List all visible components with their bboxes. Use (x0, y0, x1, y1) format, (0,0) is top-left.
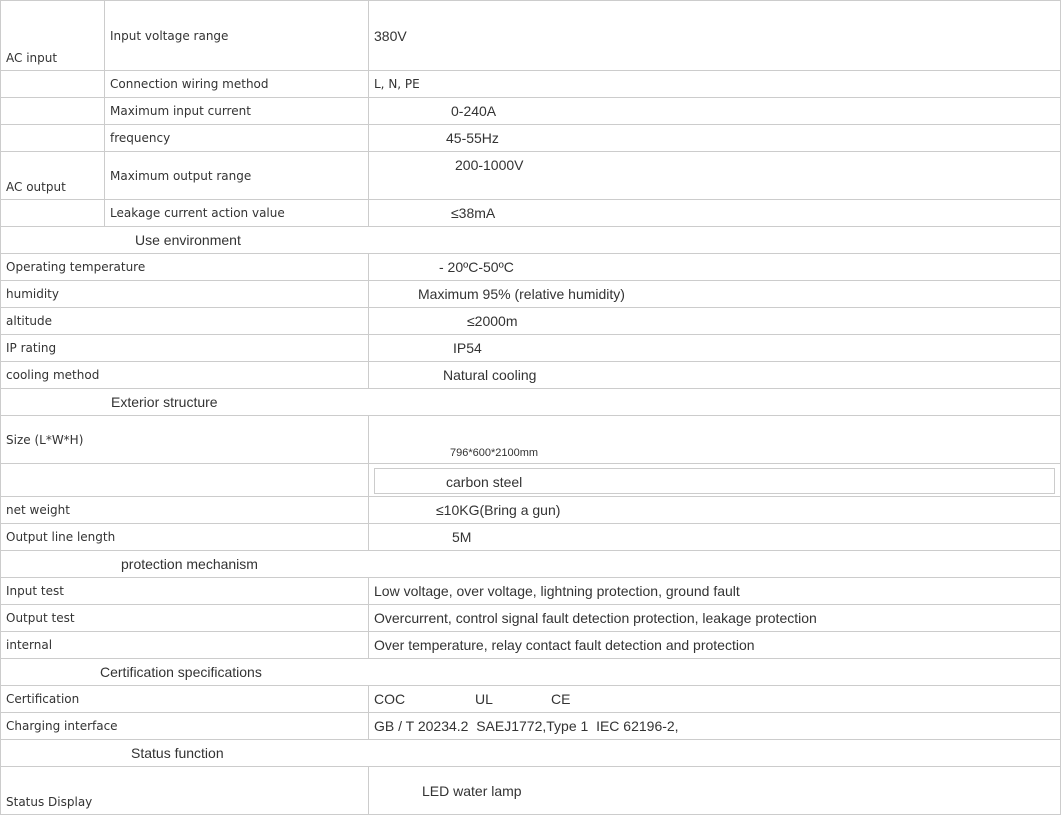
material-box (374, 468, 1055, 494)
operating-temp-value: - 20ºC-50ºC (369, 254, 1061, 281)
cert-ul: UL (475, 691, 493, 707)
table-row (1, 1, 1061, 71)
table-row (1, 362, 1061, 389)
cooling-value: Natural cooling (369, 362, 1061, 389)
material-value: carbon steel (446, 473, 523, 490)
output-test-label: Output test (1, 605, 369, 632)
table-row (1, 767, 1061, 815)
size-value: 796*600*2100mm (450, 447, 539, 459)
size-cell (369, 416, 1061, 464)
output-range-value: 200-1000V (369, 152, 1061, 200)
table-row (1, 416, 1061, 464)
exterior-structure-heading: Exterior structure (111, 394, 218, 410)
cert-ce: CE (551, 691, 571, 707)
ac-output-group-label: AC output (1, 152, 105, 200)
table-row (1, 254, 1061, 281)
status-display-value: LED water lamp (369, 767, 1061, 815)
input-current-value: 0-240A (369, 98, 1061, 125)
input-test-label: Input test (1, 578, 369, 605)
certification-label: Certification (1, 686, 369, 713)
table-row (1, 200, 1061, 227)
input-current-label: Maximum input current (105, 98, 369, 125)
altitude-label: altitude (1, 308, 369, 335)
section-heading (1, 740, 1061, 767)
section-heading (1, 659, 1061, 686)
table-row (1, 578, 1061, 605)
humidity-label: humidity (1, 281, 369, 308)
certification-heading: Certification specifications (100, 664, 262, 680)
frequency-value: 45-55Hz (369, 125, 1061, 152)
empty-cell (1, 98, 105, 125)
table-row (1, 152, 1061, 200)
humidity-value: Maximum 95% (relative humidity) (369, 281, 1061, 308)
operating-temp-label: Operating temperature (1, 254, 369, 281)
charging-interface-value: GB / T 20234.2 SAEJ1772,Type 1 IEC 62196-2, (369, 713, 1061, 740)
empty-cell (1, 464, 369, 497)
frequency-label: frequency (105, 125, 369, 152)
size-label: Size (L*W*H) (1, 416, 369, 464)
wiring-label: Connection wiring method (105, 71, 369, 98)
output-test-value: Overcurrent, control signal fault detection protection, leakage protection (369, 605, 1061, 632)
leakage-label: Leakage current action value (105, 200, 369, 227)
altitude-value: ≤2000m (369, 308, 1061, 335)
output-range-label: Maximum output range (105, 152, 369, 200)
ip-rating-value: IP54 (369, 335, 1061, 362)
section-row (1, 227, 1061, 254)
status-function-heading: Status function (131, 745, 224, 761)
table-row (1, 464, 1061, 497)
table-row (1, 713, 1061, 740)
empty-cell (1, 125, 105, 152)
section-heading (1, 227, 1061, 254)
section-row (1, 740, 1061, 767)
input-test-value: Low voltage, over voltage, lightning protection, ground fault (369, 578, 1061, 605)
table-row (1, 98, 1061, 125)
table-row (1, 605, 1061, 632)
material-cell (369, 464, 1061, 497)
empty-cell (1, 71, 105, 98)
protection-heading: protection mechanism (121, 556, 258, 572)
input-voltage-label: Input voltage range (105, 1, 369, 71)
output-line-label: Output line length (1, 524, 369, 551)
table-row (1, 335, 1061, 362)
table-row (1, 308, 1061, 335)
section-row (1, 659, 1061, 686)
cert-coc: COC (374, 691, 406, 707)
leakage-value: ≤38mA (369, 200, 1061, 227)
table-row (1, 632, 1061, 659)
ip-rating-label: IP rating (1, 335, 369, 362)
table-row (1, 125, 1061, 152)
internal-label: internal (1, 632, 369, 659)
table-row (1, 524, 1061, 551)
section-row (1, 389, 1061, 416)
certification-values (369, 686, 1061, 713)
section-heading (1, 389, 1061, 416)
table-row (1, 686, 1061, 713)
table-row (1, 497, 1061, 524)
ac-input-group-label: AC input (1, 1, 105, 71)
internal-value: Over temperature, relay contact fault detection and protection (369, 632, 1061, 659)
section-heading (1, 551, 1061, 578)
use-environment-heading: Use environment (135, 232, 241, 248)
table-row (1, 281, 1061, 308)
empty-cell (1, 200, 105, 227)
table-row (1, 71, 1061, 98)
wiring-value: L, N, PE (369, 71, 1061, 98)
input-voltage-value: 380V (369, 1, 1061, 71)
section-row (1, 551, 1061, 578)
net-weight-value: ≤10KG(Bring a gun) (369, 497, 1061, 524)
status-display-label: Status Display (1, 767, 369, 815)
output-line-value: 5M (369, 524, 1061, 551)
net-weight-label: net weight (1, 497, 369, 524)
charging-interface-label: Charging interface (1, 713, 369, 740)
cooling-label: cooling method (1, 362, 369, 389)
